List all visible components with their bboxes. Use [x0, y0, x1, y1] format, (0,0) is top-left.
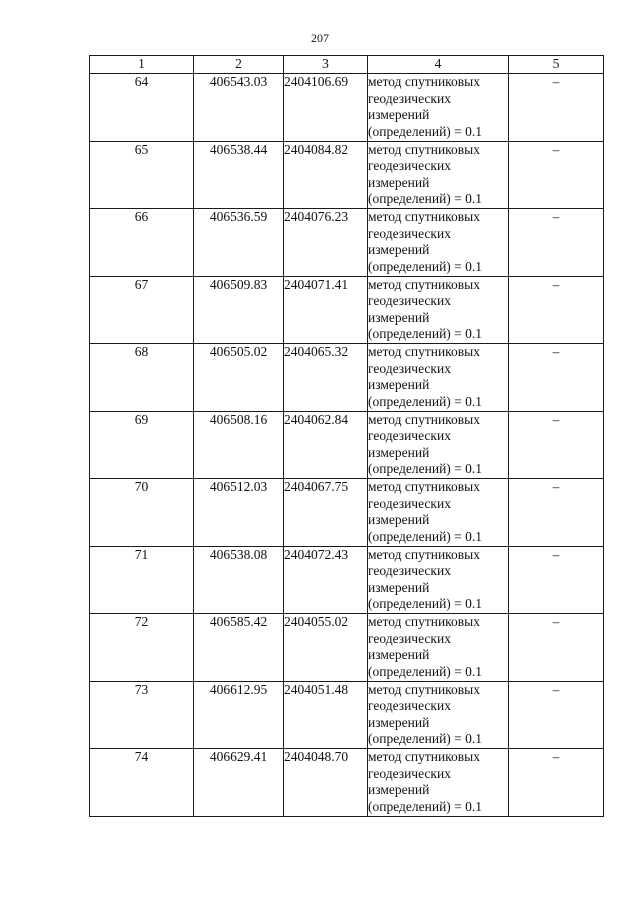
method-cell	[368, 411, 509, 479]
method-text-line: метод спутниковых	[368, 546, 480, 562]
note-cell: –	[509, 276, 604, 344]
method-text-line: (определений) = 0.1	[368, 731, 483, 746]
method-text-line: измерений	[368, 782, 430, 797]
method-text-line: метод спутниковых	[368, 344, 480, 359]
method-text-line: измерений	[368, 579, 430, 595]
note-cell: –	[509, 209, 604, 277]
table-row	[90, 614, 604, 682]
table-row	[90, 411, 604, 479]
method-text-line: (определений) = 0.1	[368, 326, 483, 341]
method-text-line: метод спутниковых	[368, 749, 480, 764]
y-coordinate-cell: 2404076.23	[284, 209, 368, 277]
point-number-cell: 65	[90, 141, 194, 209]
point-number-cell: 70	[90, 479, 194, 547]
table-row	[90, 479, 604, 547]
method-text-line: геодезических	[368, 360, 451, 376]
x-coordinate-cell: 406543.03	[194, 74, 284, 142]
table-body	[90, 74, 604, 817]
table-row	[90, 276, 604, 344]
column-header-1: 1	[90, 56, 194, 74]
method-text-line: геодезических	[368, 158, 451, 173]
x-coordinate-cell: 406629.41	[194, 749, 284, 817]
method-cell	[368, 141, 509, 209]
method-text-line: метод спутниковых	[368, 614, 480, 629]
x-coordinate-cell: 406538.08	[194, 546, 284, 614]
method-text-line: геодезических	[368, 630, 451, 646]
method-text-line: (определений) = 0.1	[368, 393, 483, 409]
x-coordinate-cell: 406612.95	[194, 681, 284, 749]
method-cell	[368, 74, 509, 142]
method-text-line: метод спутниковых	[368, 479, 480, 494]
point-number-cell: 64	[90, 74, 194, 142]
method-cell	[368, 479, 509, 547]
x-coordinate-cell: 406509.83	[194, 276, 284, 344]
y-coordinate-cell: 2404048.70	[284, 749, 368, 817]
method-text-line: измерений	[368, 174, 430, 190]
method-cell	[368, 276, 509, 344]
method-text-line: геодезических	[368, 765, 451, 781]
table-row	[90, 681, 604, 749]
method-text-line: (определений) = 0.1	[368, 798, 483, 814]
y-coordinate-cell: 2404065.32	[284, 344, 368, 412]
method-text-line: измерений	[368, 714, 430, 730]
note-cell: –	[509, 681, 604, 749]
y-coordinate-cell: 2404084.82	[284, 141, 368, 209]
note-cell: –	[509, 411, 604, 479]
table-row	[90, 344, 604, 412]
column-header-5: 5	[509, 56, 604, 74]
method-cell	[368, 749, 509, 817]
point-number-cell: 74	[90, 749, 194, 817]
method-text-line: (определений) = 0.1	[368, 258, 483, 274]
column-header-2: 2	[194, 56, 284, 74]
point-number-cell: 71	[90, 546, 194, 614]
y-coordinate-cell: 2404106.69	[284, 74, 368, 142]
y-coordinate-cell: 2404072.43	[284, 546, 368, 614]
x-coordinate-cell: 406585.42	[194, 614, 284, 682]
point-number-cell: 67	[90, 276, 194, 344]
method-text-line: метод спутниковых	[368, 411, 480, 427]
coordinates-table	[89, 55, 604, 817]
note-cell: –	[509, 546, 604, 614]
method-text-line: измерений	[368, 309, 430, 325]
table-row	[90, 74, 604, 142]
method-text-line: геодезических	[368, 495, 451, 511]
x-coordinate-cell: 406536.59	[194, 209, 284, 277]
point-number-cell: 68	[90, 344, 194, 412]
y-coordinate-cell: 2404062.84	[284, 411, 368, 479]
method-text-line: геодезических	[368, 293, 451, 308]
table-row	[90, 749, 604, 817]
method-text-line: метод спутниковых	[368, 681, 480, 697]
method-text-line: измерений	[368, 512, 430, 527]
method-text-line: измерений	[368, 444, 430, 460]
y-coordinate-cell: 2404051.48	[284, 681, 368, 749]
point-number-cell: 73	[90, 681, 194, 749]
note-cell: –	[509, 479, 604, 547]
method-text-line: геодезических	[368, 698, 451, 713]
point-number-cell: 66	[90, 209, 194, 277]
column-header-4: 4	[368, 56, 509, 74]
y-coordinate-cell: 2404071.41	[284, 276, 368, 344]
method-text-line: измерений	[368, 107, 430, 122]
method-cell	[368, 344, 509, 412]
page-number: 207	[311, 31, 329, 45]
note-cell: –	[509, 344, 604, 412]
method-cell	[368, 209, 509, 277]
note-cell: –	[509, 614, 604, 682]
method-text-line: измерений	[368, 377, 430, 392]
method-cell	[368, 681, 509, 749]
method-text-line: (определений) = 0.1	[368, 461, 483, 476]
note-cell: –	[509, 749, 604, 817]
point-number-cell: 72	[90, 614, 194, 682]
y-coordinate-cell: 2404055.02	[284, 614, 368, 682]
note-cell: –	[509, 74, 604, 142]
column-header-3: 3	[284, 56, 368, 74]
method-text-line: измерений	[368, 242, 430, 257]
note-cell: –	[509, 141, 604, 209]
method-cell	[368, 546, 509, 614]
method-text-line: (определений) = 0.1	[368, 528, 483, 544]
method-text-line: (определений) = 0.1	[368, 123, 483, 139]
x-coordinate-cell: 406538.44	[194, 141, 284, 209]
method-cell	[368, 614, 509, 682]
x-coordinate-cell: 406512.03	[194, 479, 284, 547]
method-text-line: геодезических	[368, 428, 451, 443]
method-text-line: измерений	[368, 647, 430, 662]
method-text-line: геодезических	[368, 563, 451, 578]
method-text-line: (определений) = 0.1	[368, 191, 483, 206]
table-row	[90, 141, 604, 209]
y-coordinate-cell: 2404067.75	[284, 479, 368, 547]
method-text-line: метод спутниковых	[368, 141, 480, 157]
method-text-line: (определений) = 0.1	[368, 596, 483, 611]
point-number-cell: 69	[90, 411, 194, 479]
method-text-line: геодезических	[368, 225, 451, 241]
table-row	[90, 546, 604, 614]
method-text-line: метод спутниковых	[368, 74, 480, 89]
method-text-line: (определений) = 0.1	[368, 663, 483, 679]
method-text-line: метод спутниковых	[368, 276, 480, 292]
x-coordinate-cell: 406505.02	[194, 344, 284, 412]
method-text-line: геодезических	[368, 90, 451, 106]
method-text-line: метод спутниковых	[368, 209, 480, 224]
table-header-row	[90, 56, 604, 74]
table-row	[90, 209, 604, 277]
x-coordinate-cell: 406508.16	[194, 411, 284, 479]
